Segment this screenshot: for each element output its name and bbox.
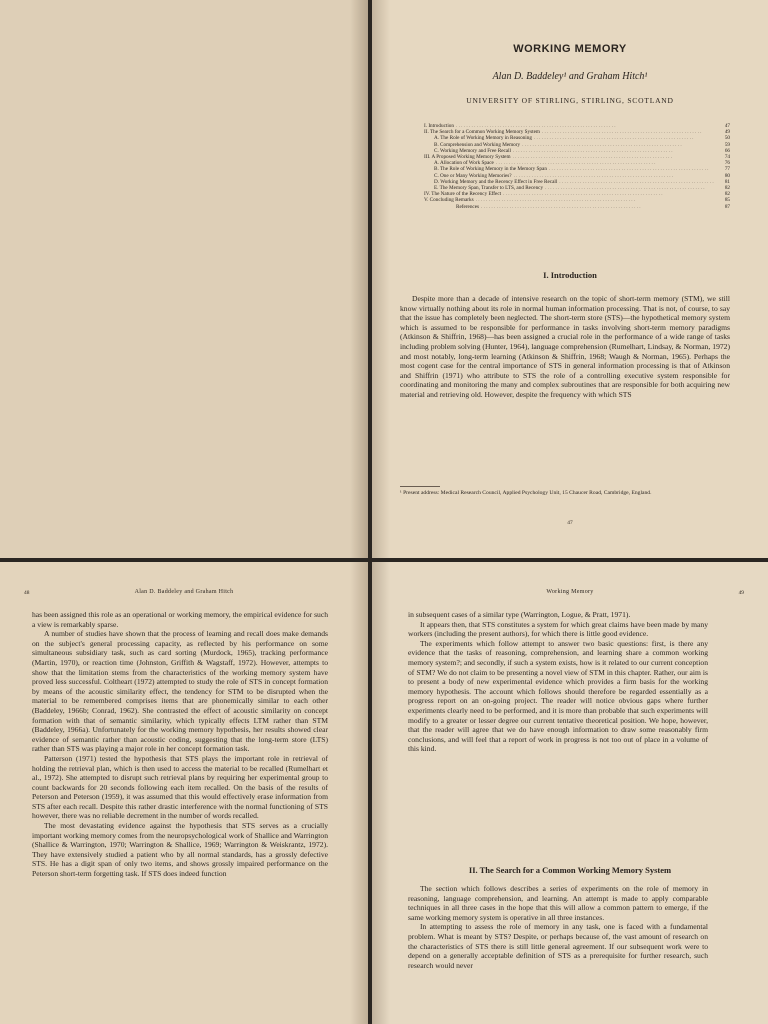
article-authors: Alan D. Baddeley¹ and Graham Hitch¹ <box>492 71 648 82</box>
toc-entry-label: A. The Role of Working Memory in Reasoning <box>434 135 532 142</box>
toc-entry-label: I. Introduction <box>424 123 454 129</box>
toc-entry-label: E. The Memory Span, Transfer to LTS, and Recency <box>434 185 544 192</box>
toc-entry-label: References <box>456 203 480 210</box>
toc-leader-dots <box>481 204 714 210</box>
running-head: Alan D. Baddeley and Graham Hitch <box>134 589 234 595</box>
toc-entry-page: 76 <box>724 160 730 167</box>
toc-entry-page: 49 <box>724 129 730 136</box>
footnote: ¹ Present address: Medical Research Council, Applied Psychology Unit, 15 Chaucer Road, Cambridge, England. <box>400 490 652 496</box>
toc-entry-page: 87 <box>724 203 730 210</box>
page-49 <box>372 562 768 1024</box>
page-47 <box>372 0 768 558</box>
paragraph: The experiments which follow attempt to answer two basic questions: first, is there any evidence that the tasks of reasoning, comprehension, and learning share a common working memory system?; and secondly, if such a system exists, how is it related to our current conception of STM? We do not claim to be presenting a novel view of STM in this chapter. Rather, our aim is to present a body of new experimental evidence which provides a firm basis for the working memory hypothesis. The account which follows should therefore be regarded essentially as a progress report on an on-going project. The reader will notice obvious gaps where further experiments clearly need to be performed, and it is more than probable that such experiments will modify to a greater or lesser degree our current tentative theoretical position. We hope, however, that the reader will agree that we do have enough information to draw some reasonably firm conclusions, and will feel that a report of work in progress is not too out of place in a volume of this kind. <box>408 638 708 754</box>
gutter-shadow <box>350 562 368 1024</box>
toc-entry-label: IV. The Nature of the Recency Effect <box>424 191 502 198</box>
paragraph: The section which follows describes a series of experiments on the role of memory in reasoning, language comprehension, and learning. An attempt is made to apply comparable techniques in all three cases in the hope that this will allow a common pattern to emerge, if the same working memory system is operative in all three instances. <box>408 884 708 922</box>
page-48-text <box>32 610 328 879</box>
page-number-48: 48 <box>24 590 30 596</box>
toc-entry-page: 85 <box>724 197 730 204</box>
page-49-text-2 <box>408 884 708 970</box>
toc-entry-page: 59 <box>724 141 730 148</box>
page-number-49: 49 <box>738 590 744 596</box>
toc-entry-page: 66 <box>724 147 730 154</box>
toc-entry-page: 50 <box>724 135 730 142</box>
paragraph: In attempting to assess the role of memory in any task, one is faced with a fundamental problem. What is meant by STS? Despite, or perhaps because of, the vast amount of research on the characteristics of STS there is still little general agreement. If our subsequent work were to depend on a generally acceptable definition of STS as a prerequisite for further research, such research would never <box>408 922 708 970</box>
toc-entry-label: II. The Search for a Common Working Memory System <box>424 129 540 136</box>
section-heading-search: II. The Search for a Common Working Memory System <box>468 865 672 875</box>
page-49-text <box>408 610 708 754</box>
blank-page <box>0 0 368 558</box>
paragraph: The most devastating evidence against the hypothesis that STS serves as a crucially important working memory comes from the neuropsychological work of Shallice and Warrington (Shallice & Warrington, 1970; Warrington & Shallice, 1969; Warrington & Weiskrantz, 1972). They have extensively studied a patient who by all normal standards, has a grossly defective STS. He has a digit span of only two items, and shows grossly impaired performance on the Peterson short-term forgetting task. If STS does indeed function <box>32 821 328 879</box>
toc-entry <box>424 204 730 210</box>
paragraph: A number of studies have shown that the process of learning and recall does make demands on the subject's general processing capacity, as reflected by his performance on some simultaneous subsidiary task, such as card sorting (Murdock, 1965), tracking performance (Martin, 1970), or reaction time (Johnston, Griffith & Wagstaff, 1972). However, attempts to show that the limitation stems from the characteristics of the working memory system have proved less successful. Coltheart (1972) attempted to study the role of STS in concept formation by means of the acoustic similarity effect, the tendency for STM to be disrupted when the material to be remembered comprises items that are phonemically similar to each other (Baddeley, 1966b; Conrad, 1962). She contrasted the effect of acoustic similarity on concept formation with that of semantic similarity, which typically effects LTM rather than STM (Baddeley, 1966a). Unfortunately for the working memory hypothesis, her results showed clear evidence of semantic rather than acoustic coding, suggesting that the long-term store (LTS) rather than STS was playing a major role in her concept formation task. <box>32 629 328 754</box>
introduction-text <box>400 294 730 400</box>
toc-entry-label: B. The Role of Working Memory in the Memory Span <box>434 166 547 173</box>
paragraph: Despite more than a decade of intensive research on the topic of short-term memory (STM), we still know virtually nothing about its role in normal human information processing. That is not, of course, to say that the issue has completely been neglected. The short-term store (STS)—the hypothetical memory system which is assumed to be responsible for performance in tasks involving short-term memory paradigms (Atkinson & Shiffrin, 1968)—has been assigned a crucial role in the performance of a wide range of tasks including problem solving (Hunter, 1964), language comprehension (Rumelhart, Lindsay, & Norman, 1972) and most notably, long-term learning (Atkinson & Shiffrin, 1968; Waugh & Norman, 1965). Perhaps the most cogent case for the central importance of STS in general information processing is that of Atkinson and Shiffrin (1971) who attribute to STS the role of a controlling executive system responsible for coordinating and monitoring the many and complex subroutines that are responsible for both acquiring new material and retrieving old. However, despite the frequency with which STS <box>400 294 730 399</box>
toc-entry-page: 82 <box>724 185 730 192</box>
page-48 <box>0 562 368 1024</box>
article-title: WORKING MEMORY <box>513 43 627 55</box>
toc-entry-page: 80 <box>724 172 730 179</box>
page-number-47: 47 <box>567 520 573 526</box>
toc-entry-label: A. Allocation of Work Space <box>434 160 494 167</box>
gutter-shadow <box>350 0 368 558</box>
paragraph: in subsequent cases of a similar type (Warrington, Logue, & Pratt, 1971). <box>408 610 631 619</box>
toc-entry-label: C. Working Memory and Free Recall <box>434 147 511 154</box>
table-of-contents <box>424 123 730 210</box>
paragraph: has been assigned this role as an operational or working memory, the empirical evidence for such a view is remarkably sparse. <box>32 610 328 629</box>
toc-entry-label: V. Concluding Remarks <box>424 197 474 204</box>
section-heading-introduction: I. Introduction <box>543 270 597 280</box>
toc-entry-label: C. One or Many Working Memories? <box>434 172 512 179</box>
toc-entry-page: 74 <box>724 154 730 161</box>
gutter-shadow <box>372 562 390 1024</box>
paragraph: Patterson (1971) tested the hypothesis that STS plays the important role in retrieval of holding the retrieval plan, which is then used to access the material to be recalled (Rumelhart et al., 1972). She attempted to disrupt such retrieval plans by requiring her experimental group to count backwards for 20 seconds following each item recalled. On the basis of the results of Peterson and Peterson (1959), it was assumed that this would effectively erase information from STS after each recall. Despite this rather drastic interference with the normal functioning of STS however, there was no reliable decrement in the number of words recalled. <box>32 753 328 821</box>
article-affiliation: UNIVERSITY OF STIRLING, STIRLING, SCOTLAND <box>466 96 674 105</box>
toc-entry-page: 77 <box>724 166 730 173</box>
toc-entry-label: III. A Proposed Working Memory System <box>424 154 511 161</box>
toc-entry-label: B. Comprehension and Working Memory <box>434 141 521 148</box>
toc-entry-page: 82 <box>724 191 730 198</box>
toc-entry-page: 47 <box>724 123 730 129</box>
toc-entry-page: 81 <box>724 178 730 185</box>
running-head: Working Memory <box>546 589 594 595</box>
toc-entry-label: D. Working Memory and the Recency Effect in Free Recall <box>434 178 558 185</box>
footnote-rule <box>400 486 440 487</box>
paragraph: It appears then, that STS constitutes a system for which great claims have been made by many workers (including the present authors), for which there is little good evidence. <box>408 619 708 639</box>
